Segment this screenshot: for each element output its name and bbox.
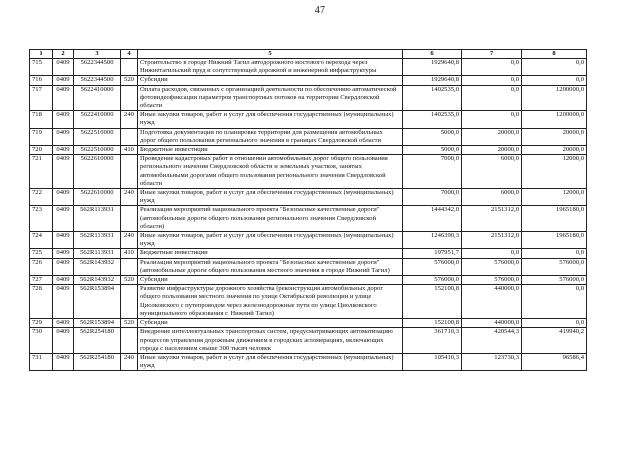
- row-number: 731: [30, 353, 53, 370]
- target-article-code: 562R143932: [74, 258, 121, 275]
- section-code: 0409: [53, 85, 74, 111]
- table-row: [30, 258, 587, 275]
- table-row: [30, 146, 587, 155]
- amount-year-3: 0,0: [522, 319, 587, 328]
- amount-year-3: 576000,0: [522, 258, 587, 275]
- column-header: 3: [74, 50, 121, 59]
- section-code: 0409: [53, 353, 74, 370]
- amount-year-2: 2151312,0: [462, 232, 522, 249]
- amount-year-3: 12000,0: [522, 155, 587, 189]
- item-name: Бюджетные инвестиции: [138, 146, 403, 155]
- row-number: 726: [30, 258, 53, 275]
- amount-year-3: 20000,0: [522, 128, 587, 145]
- target-article-code: 5622510000: [74, 128, 121, 145]
- expense-type-code: [121, 128, 138, 145]
- expense-type-code: [121, 258, 138, 275]
- row-number: 725: [30, 249, 53, 258]
- target-article-code: 562R113931: [74, 206, 121, 232]
- target-article-code: 562R254180: [74, 328, 121, 354]
- page-number: 47: [314, 5, 326, 16]
- table-row: [30, 206, 587, 232]
- item-name: Иные закупки товаров, работ и услуг для обеспечения государственных (муниципальных) нужд: [138, 353, 403, 370]
- amount-year-3: 0,0: [522, 285, 587, 319]
- row-number: 718: [30, 111, 53, 128]
- row-number: 721: [30, 155, 53, 189]
- table-row: [30, 85, 587, 111]
- amount-year-2: 576000,0: [462, 258, 522, 275]
- amount-year-2: 0,0: [462, 85, 522, 111]
- target-article-code: 562R153894: [74, 285, 121, 319]
- target-article-code: 5622344500: [74, 59, 121, 76]
- expense-type-code: 410: [121, 249, 138, 258]
- section-code: 0409: [53, 249, 74, 258]
- amount-year-2: 20000,0: [462, 146, 522, 155]
- expense-type-code: 240: [121, 232, 138, 249]
- section-code: 0409: [53, 59, 74, 76]
- amount-year-1: 576000,0: [403, 276, 462, 285]
- target-article-code: 5622510000: [74, 146, 121, 155]
- amount-year-3: 1200000,0: [522, 111, 587, 128]
- item-name: Реализация мероприятий национального проекта "Безопасные качественные дороги" (автомобильные дороги общего пользования регионального значения Свердловской области): [138, 206, 403, 232]
- row-number: 723: [30, 206, 53, 232]
- amount-year-3: 0,0: [522, 249, 587, 258]
- amount-year-1: 1444342,0: [403, 206, 462, 232]
- expense-type-code: [121, 206, 138, 232]
- target-article-code: 5622610000: [74, 189, 121, 206]
- section-code: 0409: [53, 276, 74, 285]
- amount-year-3: 419940,2: [522, 328, 587, 354]
- amount-year-2: 6000,0: [462, 189, 522, 206]
- section-code: 0409: [53, 328, 74, 354]
- amount-year-1: 576000,0: [403, 258, 462, 275]
- amount-year-2: 2151312,0: [462, 206, 522, 232]
- amount-year-2: 0,0: [462, 111, 522, 128]
- item-name: Внедрение интеллектуальных транспортных систем, предусматривающих автоматизацию процессов управления дорожным движением в городских агломерациях, включающих города с населением свыше 300 тысяч человек: [138, 328, 403, 354]
- target-article-code: 5622410000: [74, 111, 121, 128]
- target-article-code: 562R153894: [74, 319, 121, 328]
- table-row: [30, 285, 587, 319]
- amount-year-1: 152100,8: [403, 285, 462, 319]
- amount-year-1: 152100,8: [403, 319, 462, 328]
- expense-type-code: 240: [121, 353, 138, 370]
- section-code: 0409: [53, 285, 74, 319]
- item-name: Иные закупки товаров, работ и услуг для обеспечения государственных (муниципальных) нужд: [138, 189, 403, 206]
- item-name: Бюджетные инвестиции: [138, 249, 403, 258]
- column-header: 4: [121, 50, 138, 59]
- table-body: [30, 59, 587, 371]
- table-row: [30, 155, 587, 189]
- section-code: 0409: [53, 206, 74, 232]
- section-code: 0409: [53, 146, 74, 155]
- item-name: Оплата расходов, связанных с организацией деятельности по обеспечению автоматической фотовидеофиксации параметров транспортных потоков на территории Свердловской области: [138, 85, 403, 111]
- expense-type-code: [121, 155, 138, 189]
- item-name: Субсидии: [138, 319, 403, 328]
- table-row: [30, 59, 587, 76]
- item-name: Субсидии: [138, 276, 403, 285]
- target-article-code: 5622410000: [74, 85, 121, 111]
- column-header: 2: [53, 50, 74, 59]
- row-number: 724: [30, 232, 53, 249]
- amount-year-3: 0,0: [522, 76, 587, 85]
- row-number: 722: [30, 189, 53, 206]
- column-header: 6: [403, 50, 462, 59]
- target-article-code: 562R113931: [74, 249, 121, 258]
- item-name: Подготовка документации по планировке территории для размещения автомобильных дорог общего пользования регионального значения в границах Свердловской области: [138, 128, 403, 145]
- amount-year-3: 576000,0: [522, 276, 587, 285]
- amount-year-2: 0,0: [462, 76, 522, 85]
- section-code: 0409: [53, 128, 74, 145]
- column-header: 1: [30, 50, 53, 59]
- item-name: Развитие инфраструктуры дорожного хозяйства (реконструкция автомобильных дорог общего пользования местного значения по улице Октябрьской революции и улице Циолковского с путепроводом через железнодорожные пути по улице Циолковского муниципального образования г. Нижний Тагил): [138, 285, 403, 319]
- row-number: 717: [30, 85, 53, 111]
- amount-year-2: 0,0: [462, 249, 522, 258]
- expense-type-code: 520: [121, 276, 138, 285]
- expense-type-code: 240: [121, 189, 138, 206]
- table-row: [30, 353, 587, 370]
- amount-year-2: 576000,0: [462, 276, 522, 285]
- table-row: [30, 189, 587, 206]
- table-row: [30, 249, 587, 258]
- expense-type-code: [121, 285, 138, 319]
- amount-year-2: 6000,0: [462, 155, 522, 189]
- item-name: Строительство в городе Нижний Тагил автодорожного мостового перехода через Нижнетагильский пруд и сопутствующей дорожной и инженерной инфраструктуры: [138, 59, 403, 76]
- table-row: [30, 276, 587, 285]
- table-row: [30, 319, 587, 328]
- amount-year-1: 1929640,8: [403, 76, 462, 85]
- row-number: 719: [30, 128, 53, 145]
- expense-type-code: 240: [121, 111, 138, 128]
- item-name: Реализация мероприятий национального проекта "Безопасные качественные дороги" (автомобильные дороги общего пользования местного значения в городе Нижний Тагил): [138, 258, 403, 275]
- section-code: 0409: [53, 111, 74, 128]
- row-number: 730: [30, 328, 53, 354]
- column-header: 5: [138, 50, 403, 59]
- header-row: [30, 50, 587, 59]
- amount-year-3: 1965180,0: [522, 206, 587, 232]
- item-name: Проведение кадастровых работ в отношении автомобильных дорог общего пользования регионального значения Свердловской области и земельных участков, занятых автомобильными дорогами общего пользования регионального значения Свердловской области: [138, 155, 403, 189]
- column-header: 8: [522, 50, 587, 59]
- expense-type-code: 410: [121, 146, 138, 155]
- amount-year-3: 0,0: [522, 59, 587, 76]
- item-name: Субсидии: [138, 76, 403, 85]
- row-number: 720: [30, 146, 53, 155]
- row-number: 729: [30, 319, 53, 328]
- expense-type-code: 520: [121, 319, 138, 328]
- table-row: [30, 232, 587, 249]
- table-row: [30, 111, 587, 128]
- amount-year-2: 0,0: [462, 59, 522, 76]
- row-number: 716: [30, 76, 53, 85]
- amount-year-1: 5000,0: [403, 128, 462, 145]
- budget-table: [29, 49, 587, 371]
- section-code: 0409: [53, 232, 74, 249]
- expense-type-code: [121, 85, 138, 111]
- amount-year-1: 1929640,8: [403, 59, 462, 76]
- amount-year-2: 440000,0: [462, 319, 522, 328]
- target-article-code: 562R113931: [74, 232, 121, 249]
- target-article-code: 5622344500: [74, 76, 121, 85]
- amount-year-2: 20000,0: [462, 128, 522, 145]
- amount-year-1: 197951,7: [403, 249, 462, 258]
- table-row: [30, 128, 587, 145]
- amount-year-2: 420544,3: [462, 328, 522, 354]
- section-code: 0409: [53, 76, 74, 85]
- target-article-code: 562R143932: [74, 276, 121, 285]
- amount-year-3: 1965180,0: [522, 232, 587, 249]
- table-row: [30, 76, 587, 85]
- section-code: 0409: [53, 258, 74, 275]
- expense-type-code: [121, 59, 138, 76]
- table-row: [30, 328, 587, 354]
- target-article-code: 562R254180: [74, 353, 121, 370]
- amount-year-1: 1402535,0: [403, 85, 462, 111]
- item-name: Иные закупки товаров, работ и услуг для обеспечения государственных (муниципальных) нужд: [138, 111, 403, 128]
- amount-year-3: 96586,4: [522, 353, 587, 370]
- amount-year-1: 105410,3: [403, 353, 462, 370]
- section-code: 0409: [53, 189, 74, 206]
- amount-year-3: 1200000,0: [522, 85, 587, 111]
- section-code: 0409: [53, 319, 74, 328]
- amount-year-1: 1402535,0: [403, 111, 462, 128]
- amount-year-1: 1246390,3: [403, 232, 462, 249]
- section-code: 0409: [53, 155, 74, 189]
- target-article-code: 5622610000: [74, 155, 121, 189]
- row-number: 715: [30, 59, 53, 76]
- amount-year-1: 7000,0: [403, 189, 462, 206]
- item-name: Иные закупки товаров, работ и услуг для обеспечения государственных (муниципальных) нужд: [138, 232, 403, 249]
- amount-year-3: 12000,0: [522, 189, 587, 206]
- row-number: 728: [30, 285, 53, 319]
- amount-year-2: 123730,3: [462, 353, 522, 370]
- amount-year-1: 5000,0: [403, 146, 462, 155]
- amount-year-1: 7000,0: [403, 155, 462, 189]
- amount-year-2: 440000,0: [462, 285, 522, 319]
- row-number: 727: [30, 276, 53, 285]
- expense-type-code: 520: [121, 76, 138, 85]
- amount-year-3: 20000,0: [522, 146, 587, 155]
- column-header: 7: [462, 50, 522, 59]
- amount-year-1: 361710,3: [403, 328, 462, 354]
- expense-type-code: [121, 328, 138, 354]
